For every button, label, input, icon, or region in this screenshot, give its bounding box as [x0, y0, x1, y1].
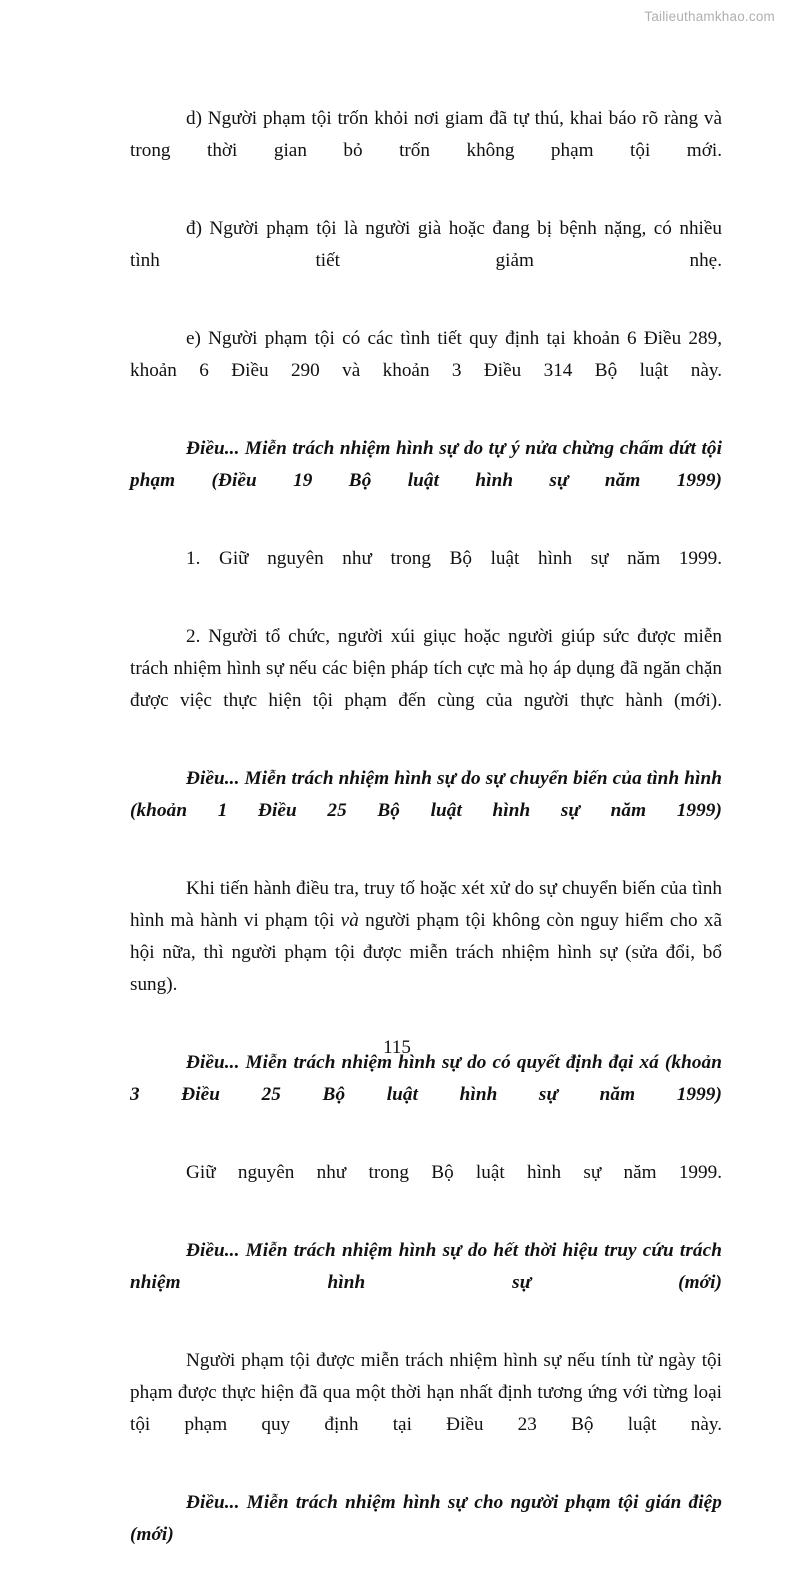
document-body — [130, 103, 722, 1583]
paragraph-clause-d: d) Người phạm tội trốn khỏi nơi giam đã tự thú, khai báo rõ ràng và trong thời gian bỏ trốn không phạm tội mới. — [130, 108, 722, 161]
heading-dieu-mien-trach-nhiem-tu-y-nua-chung: Điều... Miễn trách nhiệm hình sự do tự ý nửa chừng chấm dứt tội phạm (Điều 19 Bộ luật hình sự năm 1999) — [130, 438, 722, 491]
paragraph-spacer — [130, 199, 722, 213]
paragraph-spacer — [130, 419, 722, 433]
paragraph-chuyen-bien-tinh-hinh-body — [130, 873, 722, 1033]
paragraph-spacer — [130, 749, 722, 763]
paragraph-clause-dd: đ) Người phạm tội là người già hoặc đang bị bệnh nặng, có nhiều tình tiết giảm nhẹ. — [130, 218, 722, 271]
paragraph-het-thoi-hieu-body: Người phạm tội được miễn trách nhiệm hình sự nếu tính từ ngày tội phạm được thực hiện đã qua một thời hạn nhất định tương ứng với từng loại tội phạm quy định tại Điều 23 Bộ luật này. — [130, 1350, 722, 1435]
text-run: Khi tiến hành điều tra, truy tố hoặc xét xử do sự chuyển biến của tình hình mà hành vi phạm tội — [130, 878, 722, 931]
heading-dieu-mien-trach-nhiem-gian-diep: Điều... Miễn trách nhiệm hình sự cho người phạm tội gián điệp (mới) — [130, 1492, 722, 1545]
paragraph-clause-e: e) Người phạm tội có các tình tiết quy định tại khoản 6 Điều 289, khoản 6 Điều 290 và khoản 3 Điều 314 Bộ luật này. — [130, 328, 722, 381]
paragraph-spacer — [130, 1143, 722, 1157]
paragraph-item-2: 2. Người tổ chức, người xúi giục hoặc người giúp sức được miễn trách nhiệm hình sự nếu các biện pháp tích cực mà họ áp dụng đã ngăn chặn được việc thực hiện tội phạm đến cùng của người thực hành (mới). — [130, 626, 722, 711]
paragraph-spacer — [130, 1331, 722, 1345]
emphasized-word: và — [340, 910, 359, 931]
paragraph-spacer — [130, 859, 722, 873]
heading-dieu-mien-trach-nhiem-het-thoi-hieu: Điều... Miễn trách nhiệm hình sự do hết thời hiệu truy cứu trách nhiệm hình sự (mới) — [130, 1240, 722, 1293]
paragraph-spacer — [130, 309, 722, 323]
site-watermark: Tailieuthamkhao.com — [644, 9, 775, 24]
paragraph-item-1: 1. Giữ nguyên như trong Bộ luật hình sự năm 1999. — [186, 548, 722, 569]
paragraph-spacer — [130, 529, 722, 543]
text-run: người phạm tội không còn nguy hiểm cho xã hội nữa, thì người phạm tội được miễn trách nhiệm hình sự (sửa đổi, bổ sung). — [130, 910, 722, 995]
heading-dieu-mien-trach-nhiem-chuyen-bien-tinh-hinh: Điều... Miễn trách nhiệm hình sự do sự chuyển biến của tình hình (khoản 1 Điều 25 Bộ luật hình sự năm 1999) — [130, 768, 722, 821]
paragraph-spacer — [130, 1221, 722, 1235]
paragraph-giu-nguyen-1999: Giữ nguyên như trong Bộ luật hình sự năm 1999. — [186, 1162, 722, 1183]
heading-dieu-mien-trach-nhiem-quyet-dinh-dai-xa: Điều... Miễn trách nhiệm hình sự do có quyết định đại xá (khoản 3 Điều 25 Bộ luật hình sự năm 1999) — [130, 1052, 722, 1105]
page-number: 115 — [383, 1037, 411, 1058]
paragraph-spacer — [130, 1473, 722, 1487]
paragraph-spacer — [130, 607, 722, 621]
